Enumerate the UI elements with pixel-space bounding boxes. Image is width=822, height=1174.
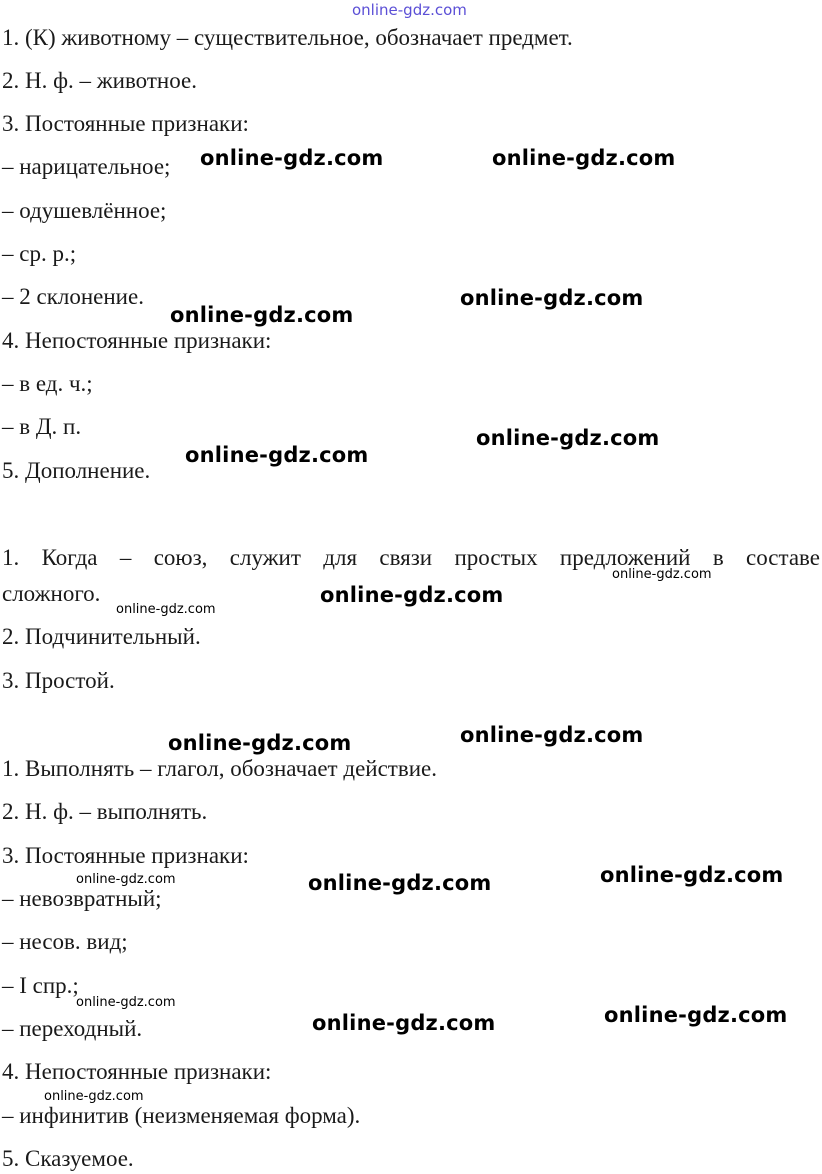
watermark: online-gdz.com [168,731,352,755]
noun-line-6: – ср. р.; [2,241,77,266]
noun-line-3: 3. Постоянные признаки: [2,111,249,136]
watermark-top: online-gdz.com [352,1,467,19]
conj-line-1a: 1. Когда – союз, служит для связи простых предложений в составе [2,545,820,570]
watermark-small: online-gdz.com [44,1089,144,1104]
noun-line-5: – одушевлённое; [2,198,167,223]
noun-line-2: 2. Н. ф. – животное. [2,68,197,93]
noun-line-10: – в Д. п. [2,414,82,439]
noun-line-4: – нарицательное; [2,154,171,179]
noun-line-8: 4. Непостоянные признаки: [2,328,272,353]
watermark: online-gdz.com [604,1003,788,1027]
verb-line-5: – несов. вид; [2,929,128,954]
noun-line-11: 5. Дополнение. [2,458,151,483]
watermark: online-gdz.com [460,286,644,310]
verb-line-4: – невозвратный; [2,886,162,911]
watermark-small: online-gdz.com [116,602,216,617]
watermark: online-gdz.com [312,1011,496,1035]
conj-line-3: 3. Простой. [2,668,115,693]
watermark: online-gdz.com [476,426,660,450]
noun-line-7: – 2 склонение. [2,284,144,309]
watermark-small: online-gdz.com [612,567,712,582]
conj-line-1b: сложного. [2,581,101,606]
watermark-small: online-gdz.com [76,995,176,1010]
noun-line-1: 1. (К) животному – существительное, обозначает предмет. [2,25,573,50]
watermark: online-gdz.com [492,146,676,170]
watermark: online-gdz.com [460,723,644,747]
watermark: online-gdz.com [170,303,354,327]
noun-line-9: – в ед. ч.; [2,371,93,396]
verb-line-2: 2. Н. ф. – выполнять. [2,799,208,824]
verb-line-7: – переходный. [2,1016,143,1041]
conj-line-2: 2. Подчинительный. [2,624,201,649]
verb-line-6: – I спр.; [2,973,79,998]
watermark: online-gdz.com [600,863,784,887]
verb-line-10: 5. Сказуемое. [2,1146,134,1171]
watermark: online-gdz.com [308,871,492,895]
watermark: online-gdz.com [185,443,369,467]
verb-line-1: 1. Выполнять – глагол, обозначает действие. [2,756,437,781]
watermark-small: online-gdz.com [76,872,176,887]
watermark: online-gdz.com [320,583,504,607]
verb-line-9: – инфинитив (неизменяемая форма). [2,1103,361,1128]
watermark: online-gdz.com [200,146,384,170]
verb-line-8: 4. Непостоянные признаки: [2,1059,272,1084]
verb-line-3: 3. Постоянные признаки: [2,843,249,868]
